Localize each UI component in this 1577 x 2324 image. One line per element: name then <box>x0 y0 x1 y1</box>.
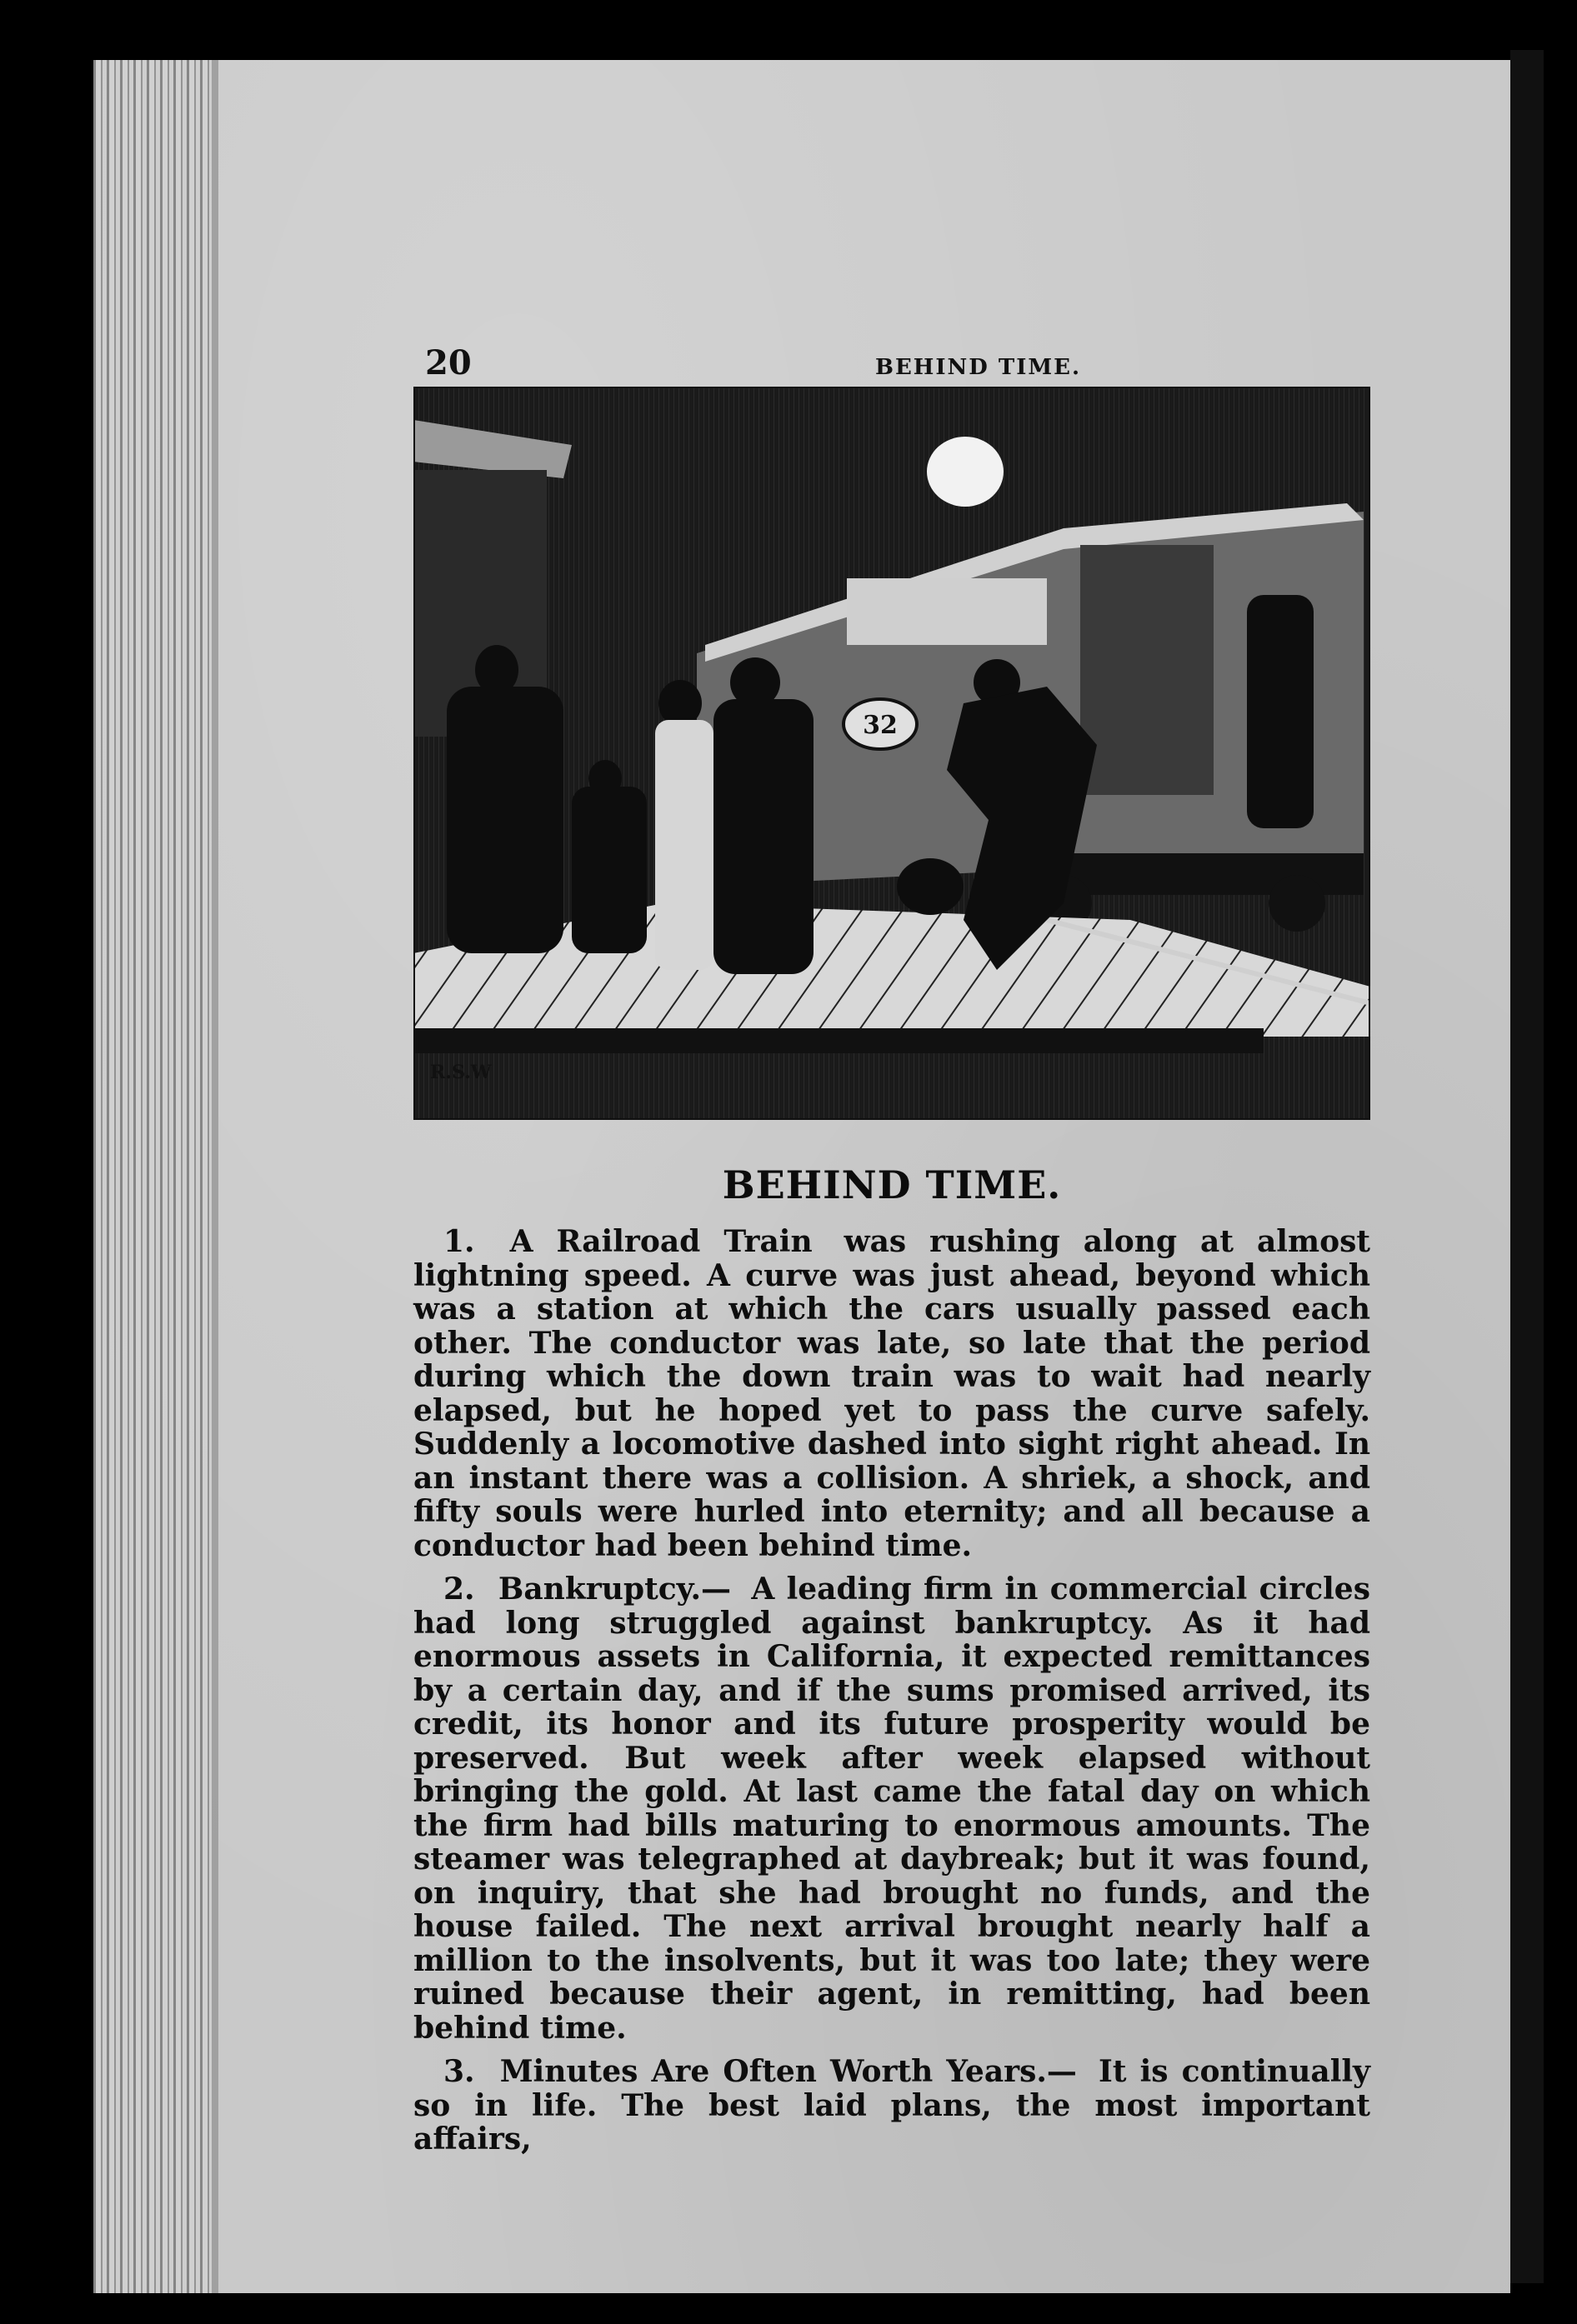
platform-edge <box>413 1028 1264 1053</box>
page-stack-edges <box>93 60 218 2293</box>
paragraph-heading: Minutes Are Often Worth Years.— <box>499 2054 1077 2089</box>
film-edge <box>1510 50 1544 2283</box>
page-number: 20 <box>425 343 472 382</box>
chapter-title: BEHIND TIME. <box>722 1162 1062 1207</box>
paragraph-text: A leading firm in commercial circles had long struggled against bankruptcy. As it had enormous assets in California, it expected remittances by a certain day, and if the sums promised arrived, its credit, its honor and its future prosperity would be preserved. But week after week elapsed without bringing the gold. At last came the fatal day on which the firm had bills maturing to enormous amounts. The steamer was telegraphed at daybreak; but it was found, on inquiry, that she had brought no funds, and the house failed. The next arrival brought nearly half a million to the insolvents, but it was too late; they were ruined because their agent, in remitting, had been behind time. <box>413 1572 1370 2046</box>
paragraph-1 <box>413 1225 1370 1562</box>
paragraph-number: 3. <box>443 2054 475 2089</box>
body-text <box>413 1225 1370 2167</box>
page-header <box>425 343 1459 393</box>
paragraph-text: was rushing along at almost lightning speed. A curve was just ahead, beyond which was a station at which the cars usually passed each other. The conductor was late, so late that the period during which the down train was to wait had nearly elapsed, but he hoped yet to pass the curve safely. Suddenly a locomotive dashed into sight right ahead. In an instant there was a collision. A shriek, a shock, and fifty souls were hurled into eternity; and all because a conductor had been behind time. <box>413 1224 1370 1563</box>
paragraph-2 <box>413 1572 1370 2045</box>
paragraph-heading: Bankruptcy.— <box>498 1572 731 1607</box>
paragraph-3 <box>413 2055 1370 2157</box>
paragraph-number: 2. <box>443 1572 475 1607</box>
paragraph-number: 1. <box>443 1224 475 1259</box>
paragraph-heading: A Railroad Train <box>509 1224 813 1259</box>
moon <box>927 437 1004 507</box>
running-title: BEHIND TIME. <box>875 355 1082 380</box>
paragraph-text: It is continually so in life. The best laid plans, the most important affairs, <box>413 2054 1370 2157</box>
artist-signature: R.S.W <box>430 1062 492 1083</box>
car-number: 32 <box>863 711 898 740</box>
train-station-illustration <box>413 387 1370 1120</box>
engraving-svg <box>413 387 1370 1120</box>
